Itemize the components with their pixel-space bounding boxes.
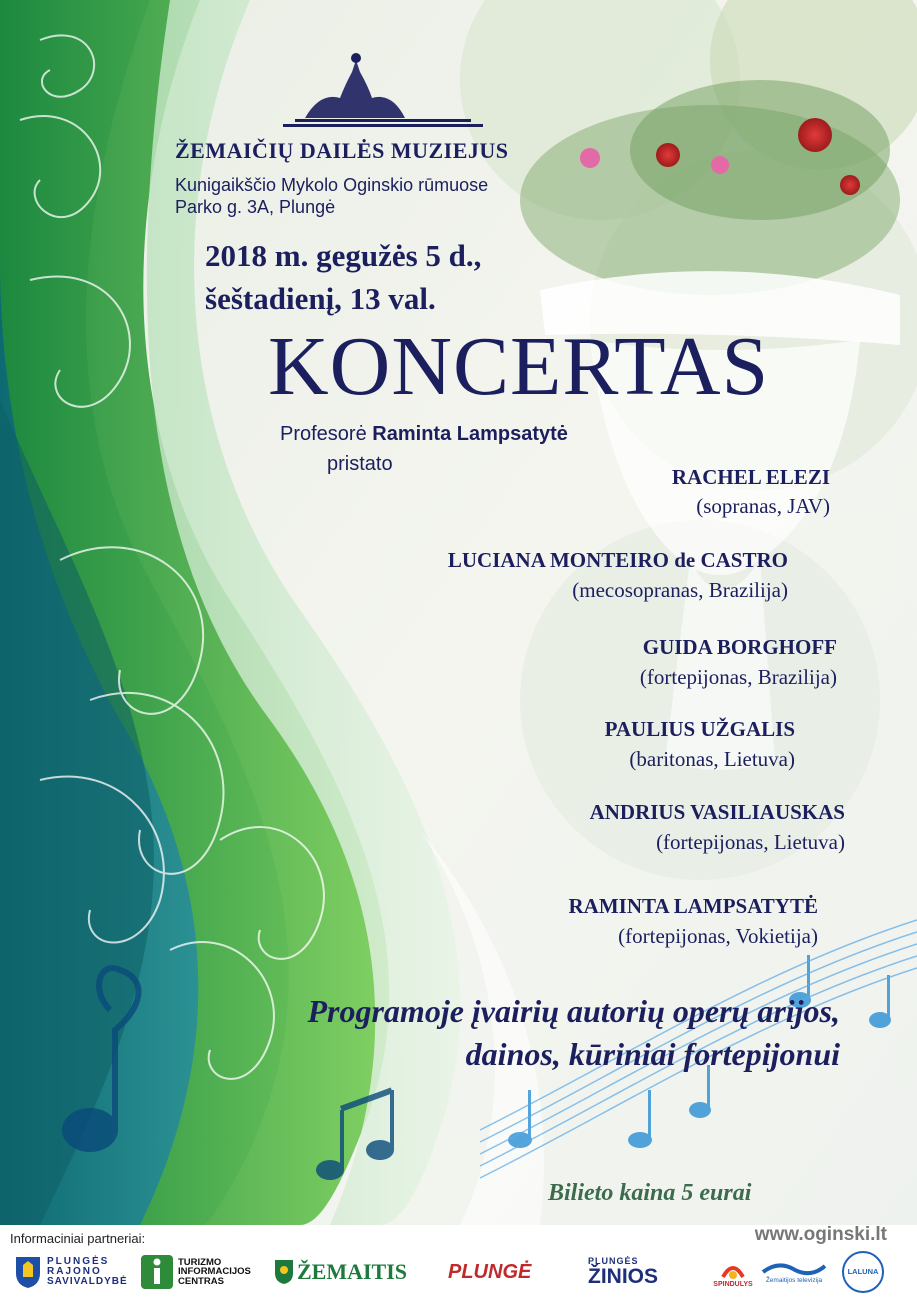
performer-name: ANDRIUS VASILIAUSKAS	[589, 800, 845, 824]
partner-logo-zemaitijos-televizija[interactable]	[758, 1250, 830, 1294]
logo-text: PLUNGĖ	[448, 1261, 532, 1283]
wave-icon	[761, 1260, 827, 1278]
performer-role: (baritonas, Lietuva)	[629, 747, 795, 771]
partner-logo-zemaitis[interactable]	[274, 1250, 424, 1294]
performer-name: PAULIUS UŽGALIS	[604, 717, 795, 741]
presenter-prefix: Profesorė	[280, 423, 367, 445]
logo-text: CENTRAS	[178, 1275, 224, 1287]
partner-logo-plunge-municipality[interactable]	[14, 1250, 134, 1294]
logo-text: RAJONO	[47, 1266, 102, 1277]
program-line1: Programoje įvairių autorių operų arijos,	[307, 993, 840, 1029]
logo-text: SPINDULYS	[713, 1280, 753, 1288]
performer-role: (sopranas, JAV)	[696, 494, 830, 518]
presenter-verb: pristato	[327, 453, 393, 475]
logo-text: PLUNGĖS	[588, 1256, 639, 1266]
moon-icon	[842, 1251, 884, 1293]
performer-name: LUCIANA MONTEIRO de CASTRO	[447, 548, 788, 572]
performer-role: (fortepijonas, Brazilija)	[639, 665, 837, 689]
partner-logo-plunges-zinios[interactable]	[588, 1250, 698, 1294]
museum-name: ŽEMAIČIŲ DAILĖS MUZIEJUS	[175, 138, 509, 163]
logo-text: Žemaitijos televizija	[765, 1276, 823, 1284]
partner-logo-tourism-center[interactable]	[140, 1250, 270, 1294]
performer-name: RACHEL ELEZI	[671, 465, 830, 489]
coat-of-arms-icon	[14, 1255, 42, 1289]
event-day-time: šeštadienį, 13 val.	[205, 281, 436, 316]
presenter-line	[280, 423, 568, 446]
event-date: 2018 m. gegužės 5 d.,	[205, 238, 482, 273]
info-icon	[140, 1254, 174, 1290]
partner-logo-spindulys[interactable]	[708, 1250, 758, 1294]
partner-logo-laluna[interactable]	[842, 1250, 888, 1294]
shield-icon	[274, 1259, 294, 1285]
program-line2: dainos, kūriniai fortepijonui	[465, 1036, 840, 1072]
logo-text: INFORMACIJOS	[178, 1266, 251, 1278]
performer-name: RAMINTA LAMPSATYTĖ	[568, 894, 818, 918]
performer-role: (fortepijonas, Vokietija)	[618, 924, 818, 948]
website-link[interactable]: www.oginski.lt	[754, 1224, 887, 1245]
presenter-name: Raminta Lampsatytė	[372, 423, 568, 445]
logo-text: PLUNGĖS	[47, 1256, 110, 1267]
partners-label: Informaciniai partneriai:	[10, 1231, 146, 1246]
partner-logo-plunge-newspaper[interactable]	[448, 1250, 578, 1294]
radio-wave-icon	[720, 1257, 746, 1281]
performer-name: GUIDA BORGHOFF	[642, 635, 837, 659]
museum-address-line2: Parko g. 3A, Plungė	[175, 197, 336, 217]
performer-role: (fortepijonas, Lietuva)	[656, 830, 845, 854]
ticket-price: Bilieto kaina 5 eurai	[548, 1180, 752, 1206]
event-title: KONCERTAS	[268, 320, 770, 413]
logo-text: ŽINIOS	[588, 1265, 659, 1288]
logo-text: TURIZMO	[178, 1256, 222, 1268]
logo-text: LALUNA	[847, 1267, 879, 1277]
performer-role: (mecosopranas, Brazilija)	[572, 578, 788, 602]
museum-address-line1: Kunigaikščio Mykolo Oginskio rūmuose	[175, 175, 489, 195]
logo-text: ŽEMAITIS	[297, 1259, 408, 1284]
logo-text: SAVIVALDYBĖ	[47, 1276, 128, 1287]
